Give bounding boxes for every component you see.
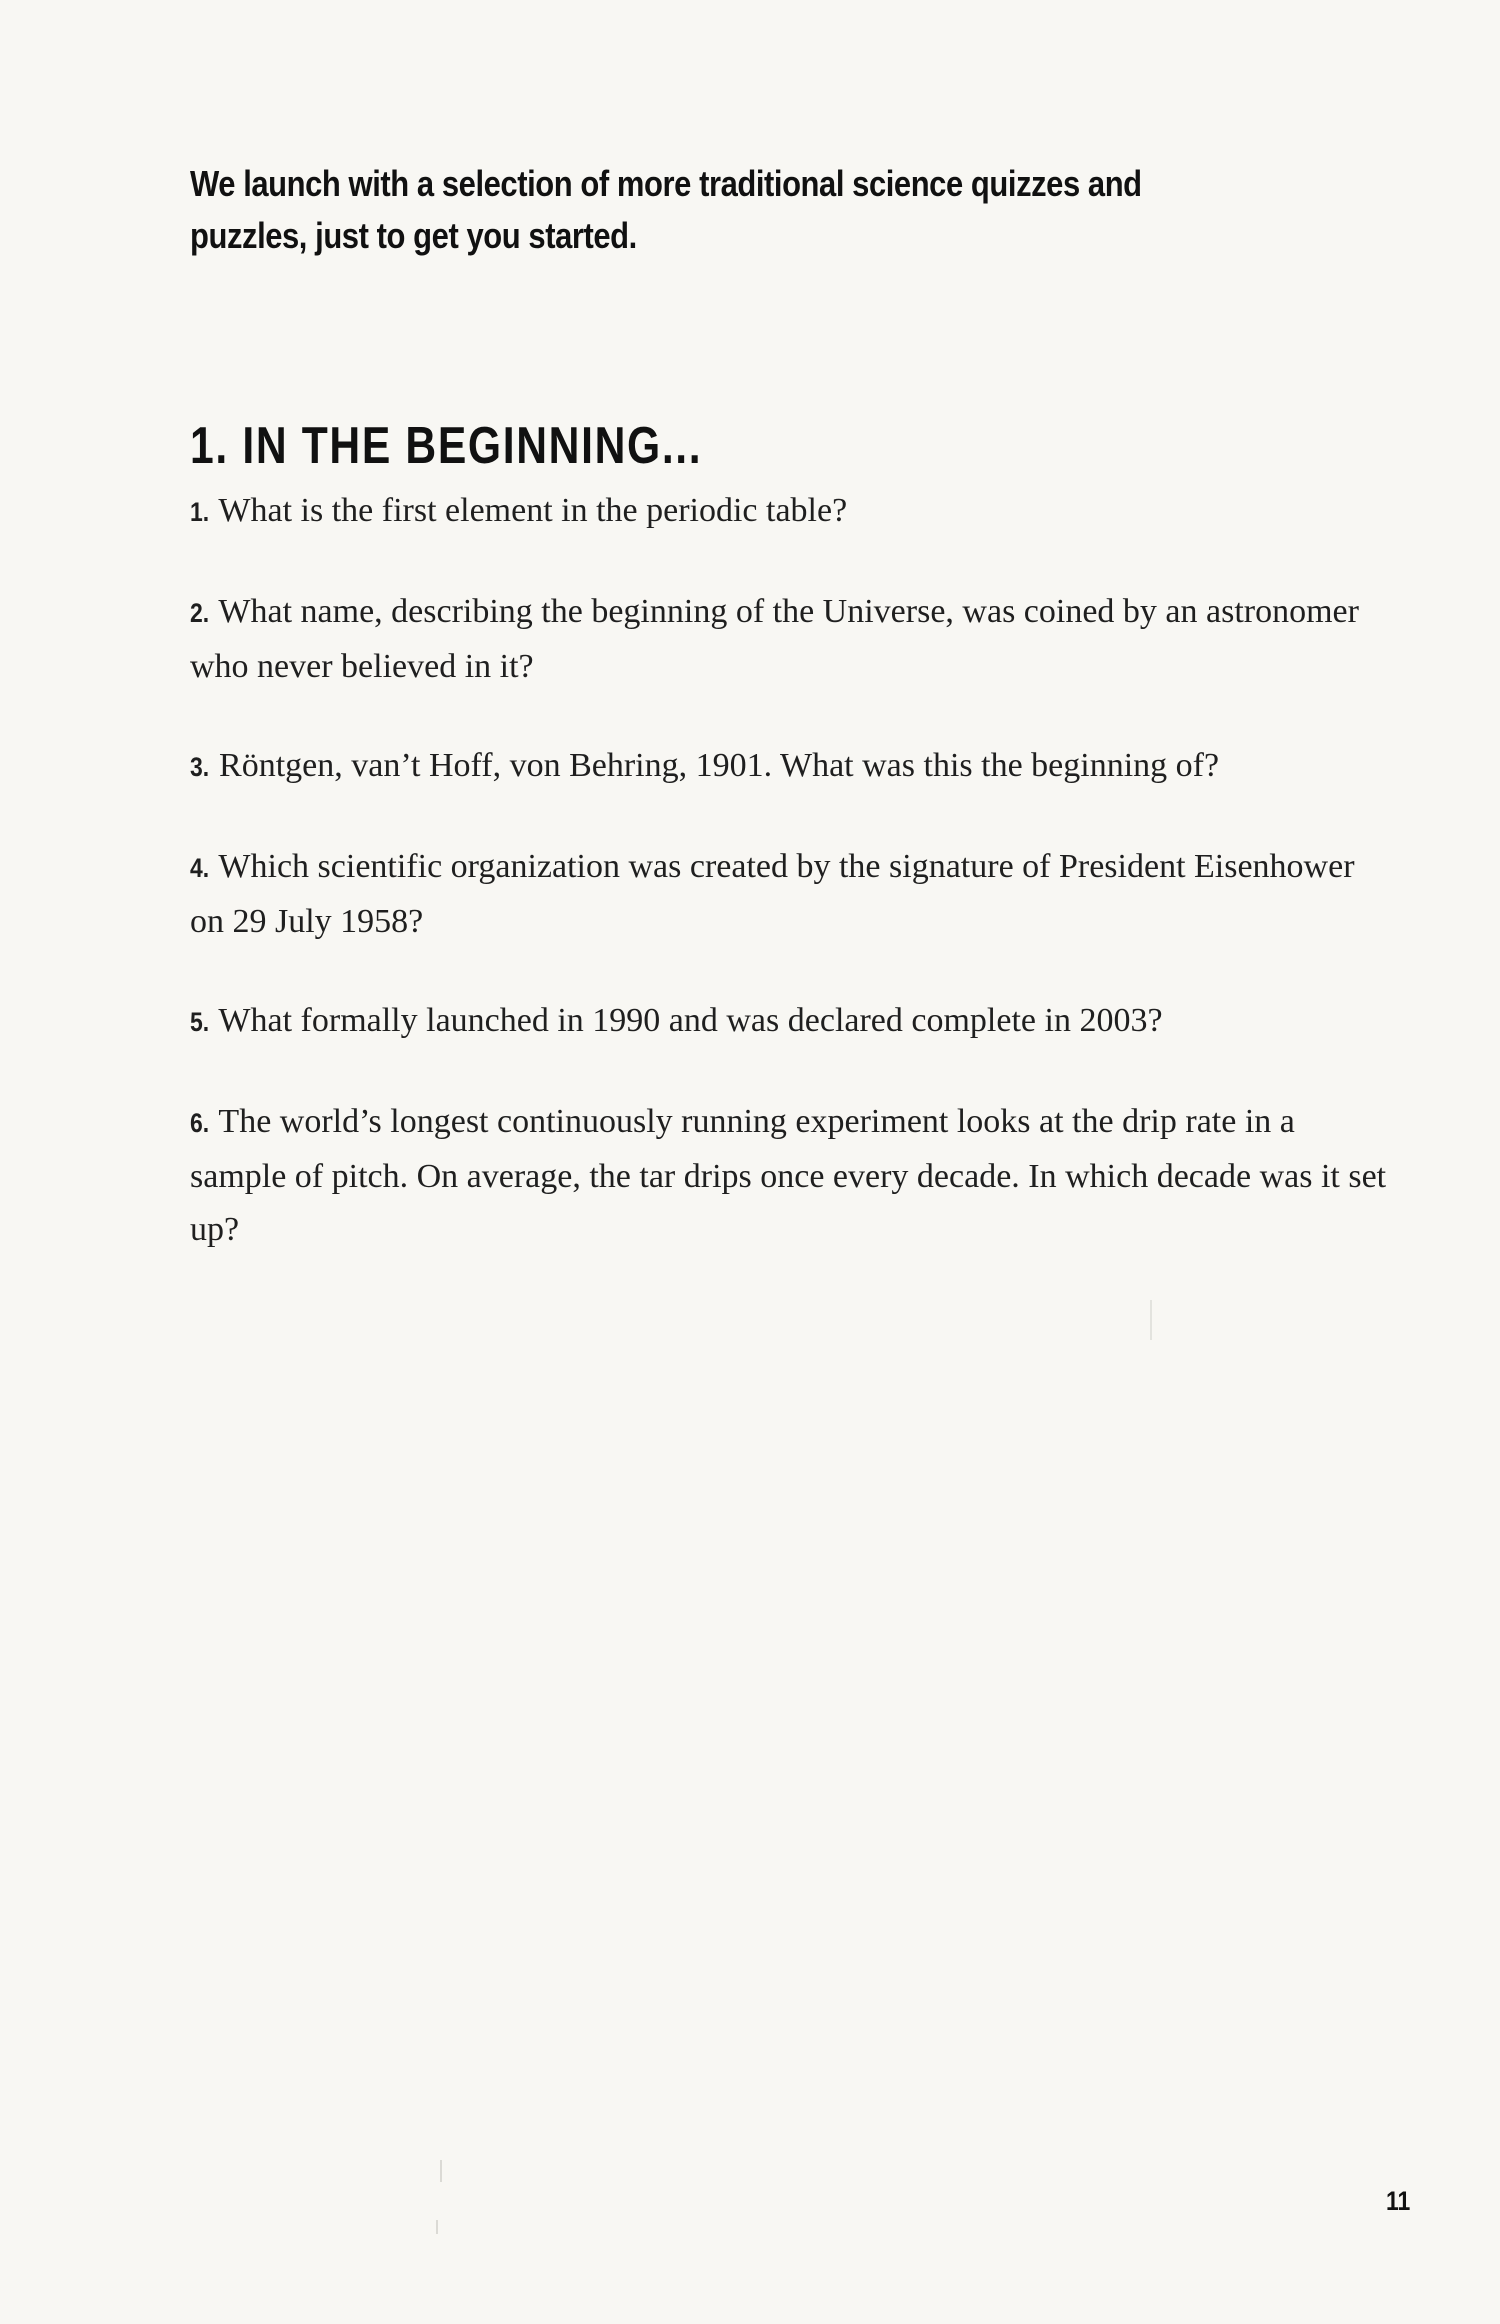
page-number: 11 (1386, 2186, 1411, 2216)
paper-speck (1150, 1300, 1152, 1340)
question-number: 3. (190, 752, 210, 782)
question-number: 5. (190, 1007, 210, 1037)
intro-paragraph: We launch with a selection of more traditional science quizzes and puzzles, just to get you started. (190, 163, 1142, 256)
question-item (190, 484, 1390, 539)
question-item (190, 994, 1390, 1049)
question-number: 4. (190, 853, 210, 883)
section-title: 1. IN THE BEGINNING... (190, 417, 703, 475)
question-text: The world’s longest continuously running experiment looks at the drip rate in a sample of pitch. On average, the tar drips once every decade. In which decade was it set up? (190, 1103, 1387, 1248)
question-item (190, 739, 1390, 794)
question-number: 6. (190, 1108, 210, 1138)
question-text: Which scientific organization was created by the signature of President Eisenhower on 29 July 1958? (190, 848, 1355, 940)
question-number: 2. (190, 598, 210, 628)
question-text: Röntgen, van’t Hoff, von Behring, 1901. What was this the beginning of? (219, 747, 1220, 784)
question-text: What is the first element in the periodic table? (218, 492, 848, 529)
question-text: What name, describing the beginning of the Universe, was coined by an astronomer who never believed in it? (190, 593, 1359, 685)
question-text: What formally launched in 1990 and was declared complete in 2003? (218, 1002, 1163, 1039)
question-list (190, 484, 1390, 1302)
question-item (190, 1095, 1390, 1256)
question-number: 1. (190, 497, 210, 527)
paper-speck (436, 2220, 438, 2234)
question-item (190, 840, 1390, 948)
question-item (190, 585, 1390, 693)
paper-speck (440, 2160, 442, 2182)
